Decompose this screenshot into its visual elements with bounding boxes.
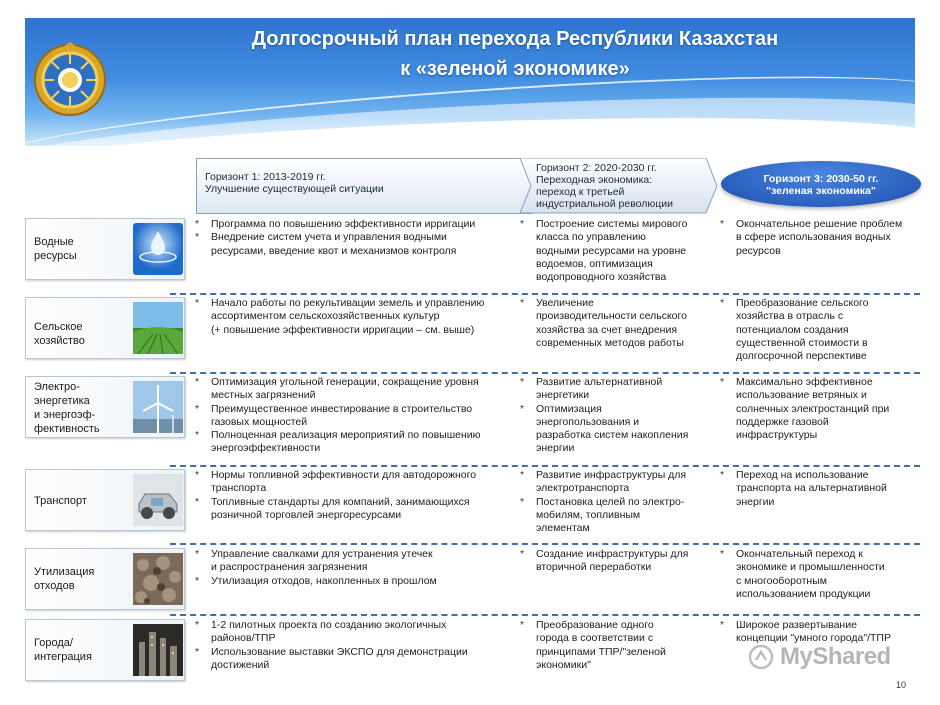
h2-text-line: энергопользования и xyxy=(536,415,640,428)
h2-text-line: элементам xyxy=(536,522,590,535)
h3-text-line: существенной стоимости в xyxy=(736,336,868,349)
h2-cell xyxy=(520,218,715,284)
row-label-text: отходов xyxy=(34,580,75,592)
h3-text-line: экономике и промышленности xyxy=(736,561,885,574)
h3-text-line: * Окончательное решение проблем xyxy=(736,218,903,230)
horizon-2-desc-1: Переходная экономика: xyxy=(536,174,653,186)
h3-text-line: энергии xyxy=(736,495,775,508)
h1-cell xyxy=(195,218,520,258)
h3-text-line: использованием продукции xyxy=(736,587,871,600)
h2-text-line: водными ресурсами на уровне xyxy=(536,244,687,257)
h1-text-line: * Утилизация отходов, накопленных в прошлом xyxy=(211,574,437,587)
wind-turbine-icon xyxy=(133,381,183,433)
h2-bullet-item xyxy=(520,376,715,403)
h1-text-line: достижений xyxy=(211,658,270,671)
row-label-text: Сельское xyxy=(34,321,83,333)
row-label-text: фективность xyxy=(34,423,100,435)
h1-cell xyxy=(195,619,520,672)
h3-bullet-item xyxy=(720,218,925,258)
h1-text-line: * Топливные стандарты для компаний, занимающихся xyxy=(211,495,470,508)
h3-cell xyxy=(720,297,925,363)
h3-text-line: * Переход на использование xyxy=(736,469,869,481)
page-title xyxy=(190,24,840,84)
h2-cell xyxy=(520,548,715,575)
h1-text-line: энергоэффективности xyxy=(211,442,321,455)
h1-text-line: * Внедрение систем учета и управления водными xyxy=(211,231,447,244)
h2-bullet-item xyxy=(520,297,715,350)
row-label-box xyxy=(25,218,185,280)
water-drop-icon xyxy=(133,223,183,275)
h1-text-line: * Оптимизация угольной генерации, сокращение уровня xyxy=(211,376,479,388)
row-separator xyxy=(170,293,920,295)
h1-bullet-item xyxy=(195,218,520,231)
row-label-text: Электро- xyxy=(34,381,80,393)
h3-text-line: использование ветряных и xyxy=(736,389,867,402)
h2-text-line: города в соответствии с xyxy=(536,632,654,645)
h1-text-line: * Использование выставки ЭКСПО для демонстрации xyxy=(211,645,468,658)
row-separator xyxy=(170,614,920,616)
row-label-text: Водные xyxy=(34,236,74,248)
h1-bullet-item xyxy=(195,469,520,496)
h3-cell xyxy=(720,376,925,442)
h2-cell xyxy=(520,297,715,350)
h1-text-line: розничной торговлей энергоресурсами xyxy=(211,508,402,521)
h1-text-line: * Управление свалками для устранения утечек xyxy=(211,548,433,560)
h1-text-line: * Программа по повышению эффективности ирригации xyxy=(211,218,476,230)
h1-text-line: * Начало работы по рекультивации земель и управлению xyxy=(211,297,485,309)
vehicle-icon xyxy=(133,474,183,526)
h3-text-line: потенциалом создания xyxy=(736,323,849,336)
waste-icon xyxy=(133,553,183,605)
title-line-1: Долгосрочный план перехода Республики Казахстан xyxy=(251,28,779,50)
h2-text-line: экономики" xyxy=(536,658,591,671)
h3-text-line: долгосрочной перспективе xyxy=(736,350,867,363)
h1-cell xyxy=(195,376,520,456)
h2-text-line: энергетики xyxy=(536,389,590,402)
h3-text-line: * Широкое развертывание xyxy=(736,619,857,631)
row-separator xyxy=(170,372,920,374)
h3-text-line: хозяйства в отрасль с xyxy=(736,310,844,323)
horizon-2-header xyxy=(520,158,718,214)
row-label-box xyxy=(25,619,185,681)
h3-text-line: поддержке газовой xyxy=(736,415,829,428)
h2-text-line: хозяйства за счет внедрения xyxy=(536,323,678,336)
title-line-2: к «зеленой экономике» xyxy=(400,58,630,80)
h2-cell xyxy=(520,619,715,672)
row-separator xyxy=(170,465,920,467)
row-label-text: ресурсы xyxy=(34,250,77,262)
h1-text-line: местных загрязнений xyxy=(211,389,316,402)
h2-bullet-item xyxy=(520,496,715,536)
horizon-2-period: Горизонт 2: 2020-2030 гг. xyxy=(536,162,657,174)
h2-text-line: энергии xyxy=(536,442,575,455)
h2-text-line: производительности сельского xyxy=(536,310,687,323)
h3-text-line: транспорта на альтернативной xyxy=(736,482,887,495)
watermark-logo-icon xyxy=(748,644,774,670)
h2-text-line: * Построение системы мирового xyxy=(536,218,688,230)
h1-bullet-item xyxy=(195,429,520,456)
h2-bullet-item xyxy=(520,403,715,456)
h2-bullet-item xyxy=(520,218,715,284)
h2-cell xyxy=(520,376,715,456)
h3-text-line: инфраструктуры xyxy=(736,429,818,442)
h3-text-line: с многооборотным xyxy=(736,574,827,587)
page-number: 10 xyxy=(896,680,907,690)
h1-text-line: и распространения загрязнения xyxy=(211,561,368,574)
row-label-box xyxy=(25,469,185,531)
h1-text-line: районов/ТПР xyxy=(211,632,276,645)
watermark-text: MyShared xyxy=(780,643,891,670)
h2-text-line: * Развитие альтернативной xyxy=(536,376,663,388)
horizon-2-desc-3: индустриальной революции xyxy=(536,198,674,210)
h1-text-line: * Полноценная реализация мероприятий по повышению xyxy=(211,429,481,442)
h2-text-line: современных методов работы xyxy=(536,336,684,349)
horizon-1-description: Улучшение существующей ситуации xyxy=(205,183,384,195)
h3-text-line: * Окончательный переход к xyxy=(736,548,863,560)
h3-text-line: * Максимально эффективное xyxy=(736,376,873,388)
row-label-text: интеграция xyxy=(34,651,92,663)
h1-text-line: (+ повышение эффективности ирригации – см. выше) xyxy=(211,323,475,336)
h2-text-line: водоемов, оптимизация xyxy=(536,257,653,270)
h1-bullet-item xyxy=(195,297,520,337)
h3-text-line: ресурсов xyxy=(736,244,781,257)
horizon-3-period: Горизонт 3: 2030-50 гг. xyxy=(763,173,879,185)
h2-text-line: * Развитие инфраструктуры для xyxy=(536,469,687,481)
h1-text-line: * 1-2 пилотных проекта по созданию экологичных xyxy=(211,619,447,631)
h3-text-line: концепции "умного города"/ТПР xyxy=(736,632,891,645)
h1-cell xyxy=(195,548,520,588)
h3-bullet-item xyxy=(720,297,925,363)
h3-cell xyxy=(720,548,925,601)
h2-bullet-item xyxy=(520,548,715,575)
h1-text-line: * Преимущественное инвестирование в строительство xyxy=(211,402,473,415)
watermark xyxy=(748,642,891,672)
h1-text-line: газовых мощностей xyxy=(211,415,308,428)
h3-cell xyxy=(720,469,925,509)
h1-bullet-item xyxy=(195,619,520,646)
h2-cell xyxy=(520,469,715,535)
h1-cell xyxy=(195,469,520,522)
h2-text-line: разработка систем накопления xyxy=(536,429,689,442)
h2-text-line: электротранспорта xyxy=(536,482,630,495)
h2-text-line: * Создание инфраструктуры для xyxy=(536,548,689,560)
row-label-box xyxy=(25,297,185,359)
row-label-text: Утилизация xyxy=(34,566,95,578)
row-label-text: Города/ xyxy=(34,637,73,649)
city-icon xyxy=(133,624,183,676)
h3-text-line: * Преобразование сельского xyxy=(736,297,869,309)
row-label-box xyxy=(25,376,185,438)
h1-text-line: транспорта xyxy=(211,482,267,495)
h1-bullet-item xyxy=(195,496,520,523)
h2-text-line: * Оптимизация xyxy=(536,402,602,415)
h1-bullet-item xyxy=(195,231,520,258)
h3-cell xyxy=(720,218,925,258)
row-label-text: хозяйство xyxy=(34,335,85,347)
kazakhstan-emblem-icon xyxy=(32,42,108,118)
h1-bullet-item xyxy=(195,403,520,430)
h1-cell xyxy=(195,297,520,337)
h2-bullet-item xyxy=(520,619,715,672)
row-label-text: энергетика xyxy=(34,395,90,407)
h3-bullet-item xyxy=(720,469,925,509)
h2-text-line: класса по управлению xyxy=(536,231,646,244)
h1-text-line: ассортиментом сельскохозяйственных культур xyxy=(211,310,440,323)
row-label-text: Транспорт xyxy=(34,495,87,507)
h2-text-line: мобилям, топливным xyxy=(536,508,641,521)
h3-bullet-item xyxy=(720,376,925,442)
h3-text-line: в сфере использования водных xyxy=(736,231,891,244)
h2-text-line: вторичной переработки xyxy=(536,561,652,574)
h1-bullet-item xyxy=(195,646,520,673)
h3-text-line: солнечных электростанций при xyxy=(736,402,890,415)
h2-text-line: принципами ТПР/"зеленой xyxy=(536,645,666,658)
horizon-3-header xyxy=(721,161,921,207)
h1-bullet-item xyxy=(195,575,520,588)
h2-text-line: * Преобразование одного xyxy=(536,619,654,631)
horizon-1-header xyxy=(196,158,532,214)
h1-text-line: ресурсами, введение квот и механизмов контроля xyxy=(211,244,457,257)
h2-text-line: водопроводного хозяйства xyxy=(536,271,667,284)
h2-text-line: * Увеличение xyxy=(536,297,594,309)
h2-text-line: * Постановка целей по электро- xyxy=(536,495,685,508)
horizon-1-period: Горизонт 1: 2013-2019 гг. xyxy=(205,171,326,183)
row-label-box xyxy=(25,548,185,610)
h1-bullet-item xyxy=(195,548,520,575)
h1-text-line: * Нормы топливной эффективности для автодорожного xyxy=(211,469,477,481)
h2-bullet-item xyxy=(520,469,715,496)
h3-bullet-item xyxy=(720,548,925,601)
horizon-2-desc-2: переход к третьей xyxy=(536,186,625,198)
field-icon xyxy=(133,302,183,354)
h1-bullet-item xyxy=(195,376,520,403)
row-label-text: и энергоэф- xyxy=(34,409,96,421)
horizon-3-description: "зеленая экономика" xyxy=(766,185,876,197)
row-separator xyxy=(170,543,920,545)
